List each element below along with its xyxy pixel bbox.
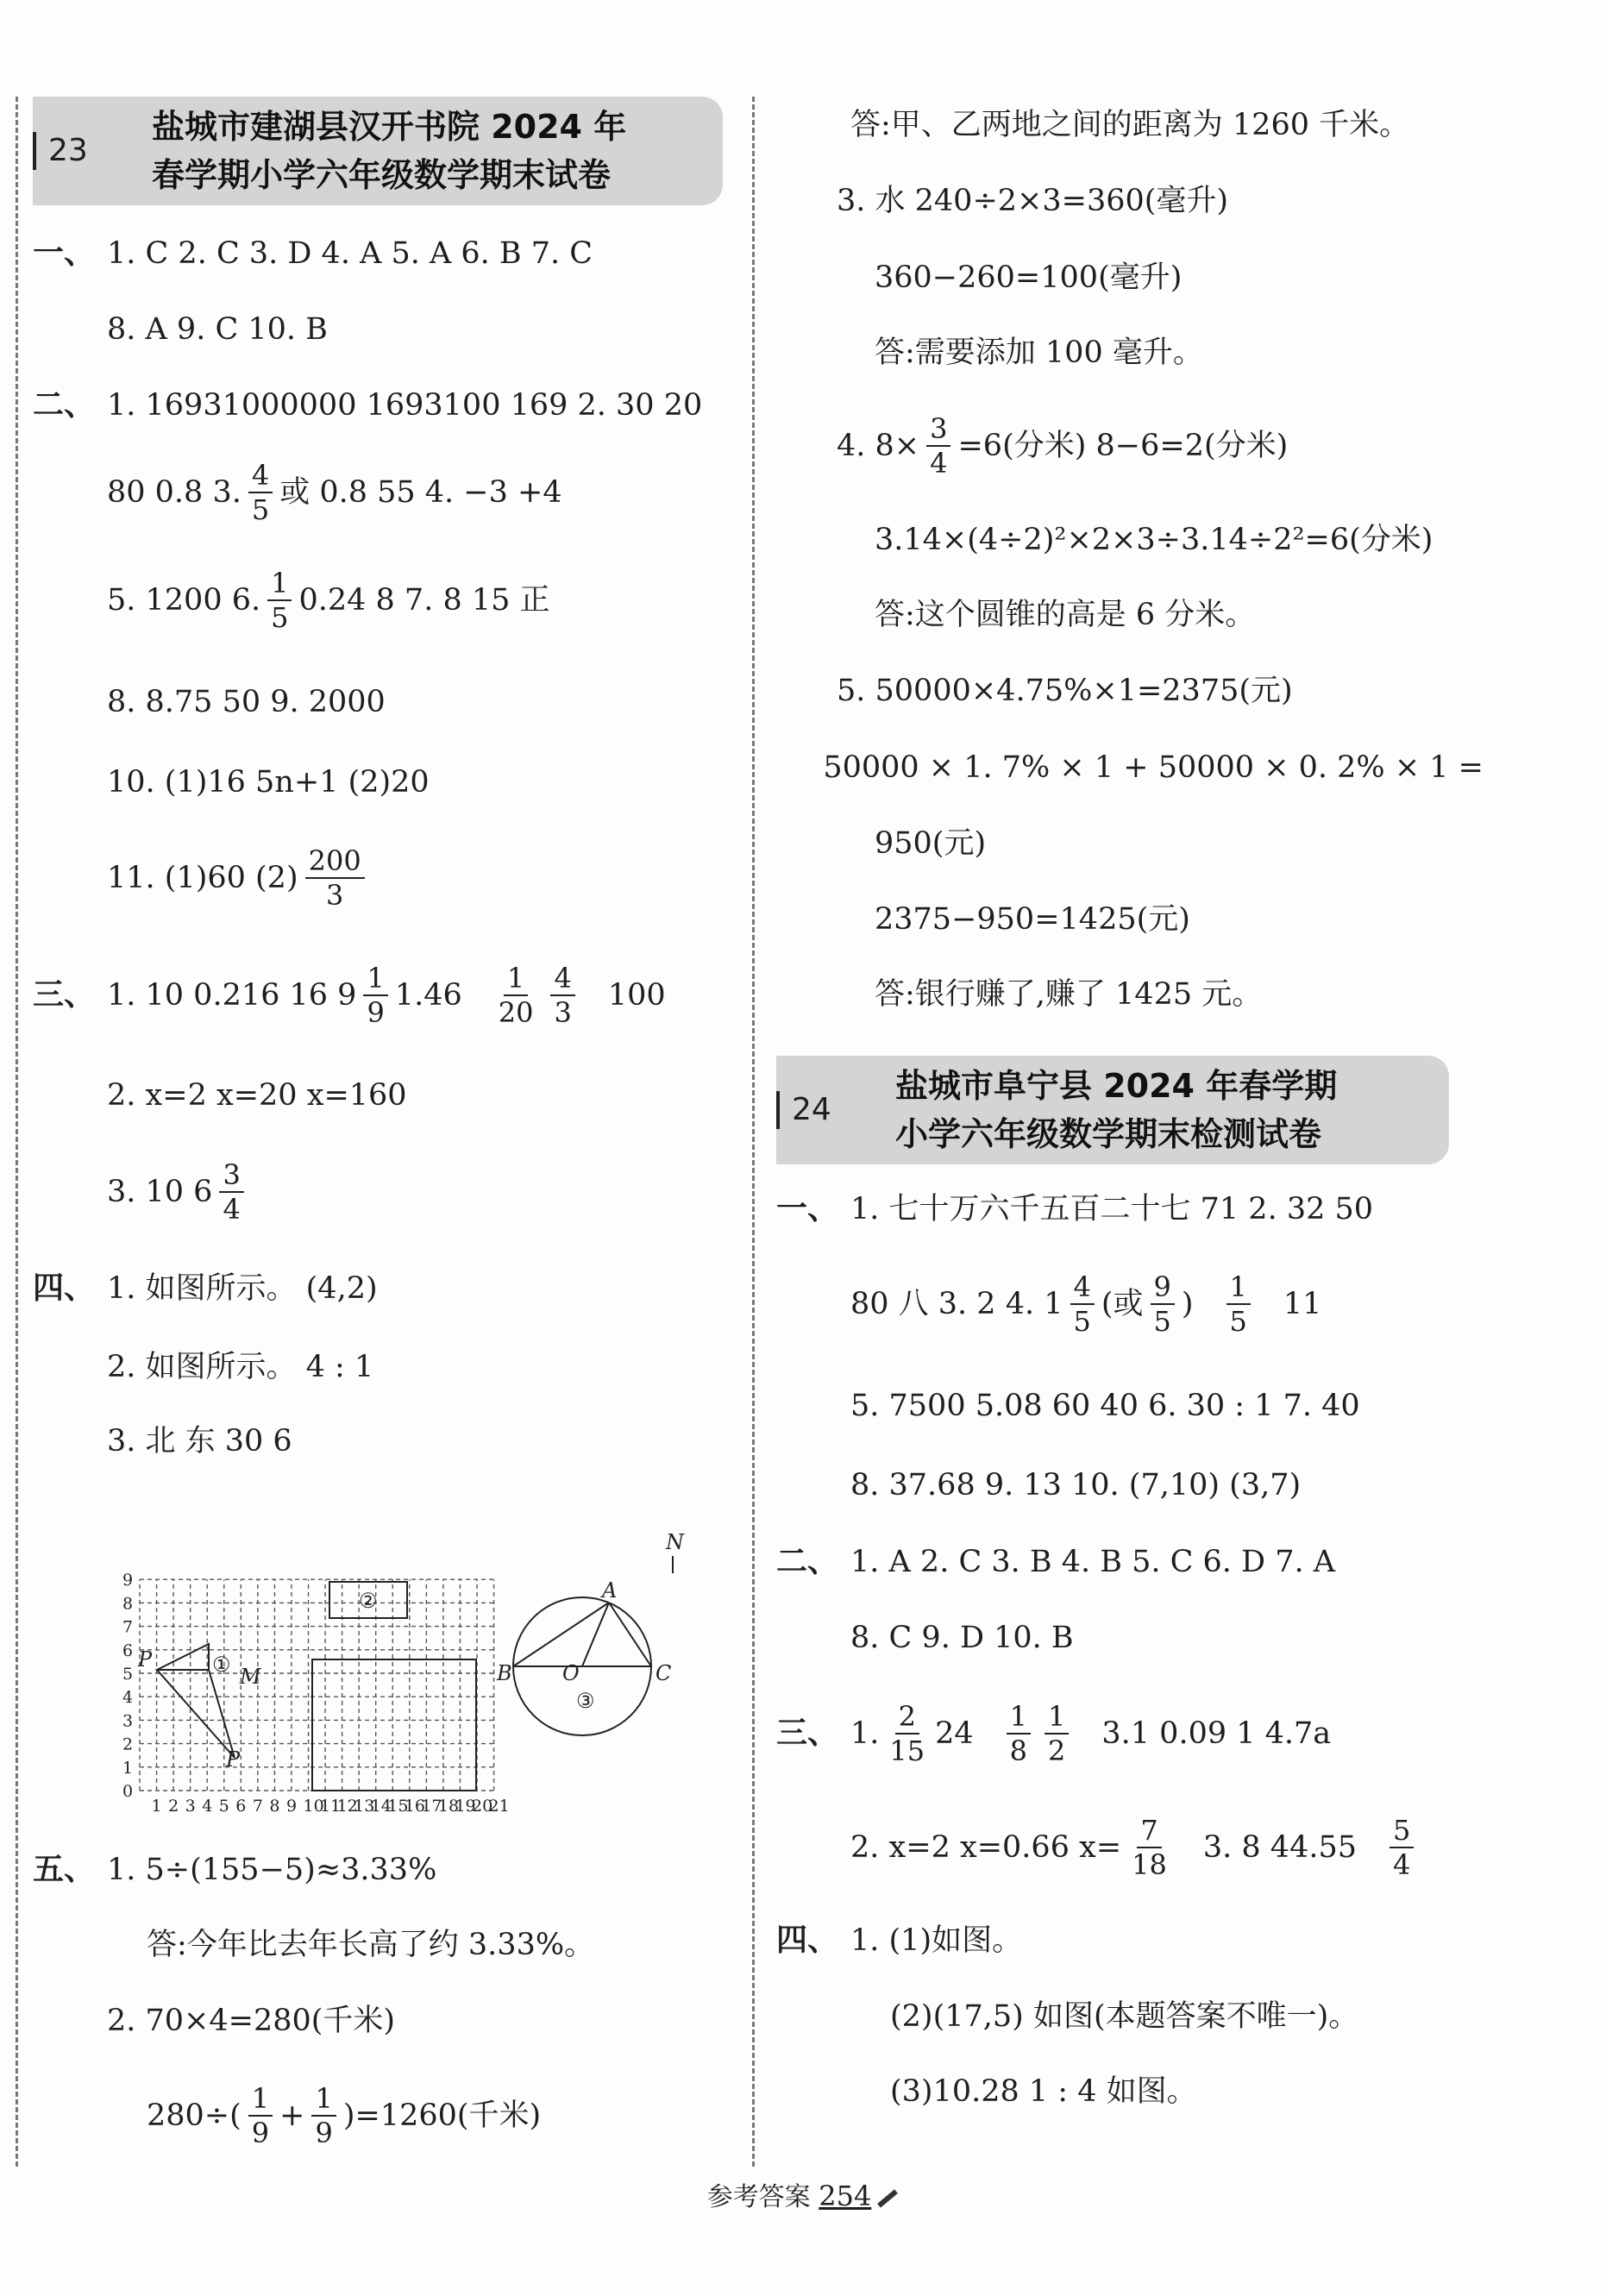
answer-line: 一、 1. C 2. C 3. D 4. A 5. A 6. B 7. C (33, 235, 593, 271)
answer-line: 2375−950=1425(元) (875, 902, 1190, 937)
answer-line: (2)(17,5) 如图(本题答案不唯一)。 (890, 1999, 1359, 2034)
answer-line: 三、 1. $\frac{2}{15}$ 24 $\frac{1}{8}$ $\frac{1}{2}$ 3.1 0.09 1 4.7a (776, 1700, 1332, 1767)
answer-line: 8. 8.75 50 9. 2000 (107, 685, 386, 719)
answer-line: 答:甲、乙两地之间的距离为 1260 千米。 (850, 108, 1410, 142)
fraction: $\frac{1}{9}$ (363, 962, 387, 1029)
x-tick-label: 11 (320, 1797, 342, 1816)
fraction: $\frac{5}{4}$ (1390, 1814, 1414, 1881)
y-tick-label: 1 (122, 1758, 134, 1778)
x-tick-label: 21 (488, 1797, 510, 1816)
footer-label: 参考答案 (706, 2182, 811, 2212)
section-number: 23 (33, 132, 152, 170)
answer-line: 答:今年比去年长高了约 3.33%。 (147, 1928, 595, 1962)
fraction: $\frac{3}{4}$ (926, 412, 950, 480)
fraction: $\frac{4}{5}$ (1070, 1270, 1095, 1338)
answer-line: (3)10.28 1 : 4 如图。 (890, 2074, 1197, 2109)
section-23-header (33, 97, 723, 205)
fraction: $\frac{9}{5}$ (1151, 1270, 1175, 1338)
x-tick-label: 4 (202, 1797, 213, 1816)
page-footer (0, 2175, 1606, 2213)
answer-line: 4. 8× $\frac{3}{4}$ =6(分米) 8−6=2(分米) (837, 412, 1289, 480)
answer-line: 80 八 3. 2 4. 1 $\frac{4}{5}$ (或 $\frac{9}{5}$ ) $\frac{1}{5}$ 11 (850, 1270, 1322, 1338)
answer-line: 5. 1200 6. $\frac{1}{5}$ 0.24 8 7. 8 15 正 (107, 567, 550, 634)
left-column-bottom (33, 1832, 723, 2172)
answer-line: 5. 7500 5.08 60 40 6. 30 : 1 7. 40 (850, 1389, 1360, 1423)
answer-line: 答:银行赚了,赚了 1425 元。 (875, 977, 1263, 1012)
answer-line: 50000 × 1. 7% × 1 + 50000 × 0. 2% × 1 = (823, 750, 1484, 785)
answer-line: 280÷( $\frac{1}{9}$ + $\frac{1}{9}$ )=1260(千米) (147, 2082, 542, 2149)
answer-line: 3.14×(4÷2)²×2×3÷3.14÷2²=6(分米) (875, 523, 1433, 557)
y-tick-label: 9 (122, 1571, 134, 1590)
fraction: $\frac{1}{2}$ (1045, 1700, 1069, 1767)
answer-line: 3. 水 240÷2×3=360(毫升) (837, 184, 1229, 218)
north-label: N (666, 1530, 684, 1554)
answer-line: 3. 10 6 $\frac{3}{4}$ (33, 1137, 723, 1247)
section-title: 盐城市阜宁县 2024 年春学期 小学六年级数学期末检测试卷 (895, 1067, 1338, 1153)
right-column (776, 88, 1484, 2129)
fraction: $\frac{1}{20}$ (498, 962, 534, 1029)
fraction: $\frac{7}{18}$ (1132, 1814, 1167, 1881)
answer-line: 四、 1. (1)如图。 (776, 1923, 1023, 1958)
answer-line: 三、 1. 10 0.216 16 9 $\frac{1}{9}$ 1.46 $\frac{1}{20}$ $\frac{4}{3}$ 100 (33, 962, 666, 1029)
answer-line: 二、 1. 16931000000 1693100 169 2. 30 20 (33, 387, 703, 423)
answer-line: 950(元) (875, 826, 987, 861)
x-tick-label: 9 (285, 1797, 298, 1816)
x-tick-label: 1 (151, 1797, 162, 1816)
answer-line: 一、 1. 七十万六千五百二十七 71 2. 32 50 (776, 1191, 1374, 1226)
y-tick-label: 3 (122, 1711, 134, 1731)
fraction: $\frac{2}{15}$ (889, 1700, 925, 1767)
x-tick-label: 6 (235, 1797, 247, 1816)
shape-3-label: ③ (576, 1689, 595, 1713)
label-C: C (656, 1661, 672, 1685)
x-tick-label: 17 (421, 1797, 442, 1816)
fraction: $\frac{200}{3}$ (305, 844, 365, 912)
x-tick-label: 7 (252, 1797, 263, 1816)
answer-line: 四、 1. 如图所示。 (4,2) (33, 1270, 378, 1306)
x-tick-label: 14 (370, 1797, 392, 1816)
label-P2: P (226, 1747, 241, 1772)
answer-line: 答:这个圆锥的高是 6 分米。 (875, 598, 1256, 632)
label-P: P (138, 1647, 153, 1672)
section-title: 盐城市建湖县汉开书院 2024 年 春学期小学六年级数学期末试卷 (152, 108, 627, 194)
shape-2-label: ② (359, 1589, 378, 1613)
answer-line: 8. A 9. C 10. B (107, 312, 328, 347)
fraction: $\frac{1}{5}$ (1226, 1270, 1251, 1338)
left-dashed-border (16, 97, 18, 2167)
fraction: $\frac{1}{9}$ (311, 2082, 336, 2149)
answer-line: 8. 37.68 9. 13 10. (7,10) (3,7) (850, 1468, 1302, 1502)
x-tick-label: 5 (218, 1797, 229, 1816)
answer-line: 11. (1)60 (2) $\frac{200}{3}$ (33, 819, 723, 937)
pen-icon (877, 2189, 898, 2207)
answer-line: 二、 1. A 2. C 3. B 4. B 5. C 6. D 7. A (776, 1544, 1335, 1579)
answer-line: 2. x=2 x=20 x=160 (107, 1078, 407, 1113)
x-tick-label: 8 (269, 1797, 280, 1816)
label-O: O (562, 1661, 580, 1685)
x-tick-label: 13 (354, 1797, 375, 1816)
x-tick-label: 16 (404, 1797, 425, 1816)
x-tick-label: 10 (303, 1797, 324, 1816)
x-tick-label: 20 (472, 1797, 493, 1816)
fraction: $\frac{3}{4}$ (219, 1158, 243, 1226)
y-tick-label: 6 (122, 1640, 134, 1660)
answer-line: 5. 50000×4.75%×1=2375(元) (837, 674, 1293, 708)
answer-line: 2. 如图所示。 4 : 1 (107, 1350, 374, 1384)
label-M: M (240, 1665, 261, 1689)
section-number: 24 (776, 1091, 895, 1129)
x-tick-label: 3 (185, 1797, 196, 1816)
answer-line: 答:需要添加 100 毫升。 (875, 336, 1203, 370)
label-B: B (497, 1661, 512, 1685)
fraction: $\frac{4}{5}$ (248, 459, 273, 526)
answer-line: 360−260=100(毫升) (875, 260, 1183, 295)
y-tick-label: 7 (122, 1617, 134, 1637)
x-tick-label: 19 (455, 1797, 476, 1816)
y-tick-label: 8 (122, 1594, 134, 1614)
fraction: $\frac{1}{9}$ (248, 2082, 273, 2149)
answer-line: 8. C 9. D 10. B (850, 1621, 1074, 1655)
answer-line: 2. 70×4=280(千米) (107, 2004, 396, 2038)
coordinate-grid-figure (121, 1511, 707, 1816)
answer-line: 10. (1)16 5n+1 (2)20 (107, 765, 430, 800)
x-tick-label: 15 (387, 1797, 409, 1816)
fraction: $\frac{1}{5}$ (267, 567, 292, 634)
fraction: $\frac{1}{8}$ (1007, 1700, 1031, 1767)
fraction: $\frac{4}{3}$ (550, 962, 574, 1029)
x-tick-label: 2 (168, 1797, 179, 1816)
shape-1-label: ① (212, 1653, 231, 1677)
answer-line: 2. x=2 x=0.66 x= $\frac{7}{18}$ 3. 8 44.55 $\frac{5}{4}$ (776, 1792, 1484, 1903)
y-tick-label: 0 (122, 1782, 134, 1801)
y-tick-label: 5 (122, 1665, 134, 1684)
y-tick-label: 2 (122, 1735, 134, 1754)
answer-line: 五、 1. 5÷(155−5)≈3.33% (33, 1852, 437, 1887)
answer-line: 80 0.8 3. $\frac{4}{5}$ 或 0.8 55 4. −3 +4 (107, 459, 562, 526)
y-tick-label: 4 (122, 1688, 134, 1708)
page-number: 254 (819, 2180, 872, 2212)
section-24-header (776, 1056, 1449, 1164)
coordinate-grid (121, 1511, 707, 1816)
left-column (33, 97, 723, 1478)
answer-line: 3. 北 东 30 6 (107, 1424, 292, 1459)
x-tick-label: 18 (437, 1797, 460, 1816)
x-tick-label: 12 (336, 1797, 358, 1816)
label-A: A (602, 1578, 618, 1603)
middle-dashed-divider (752, 97, 755, 2167)
